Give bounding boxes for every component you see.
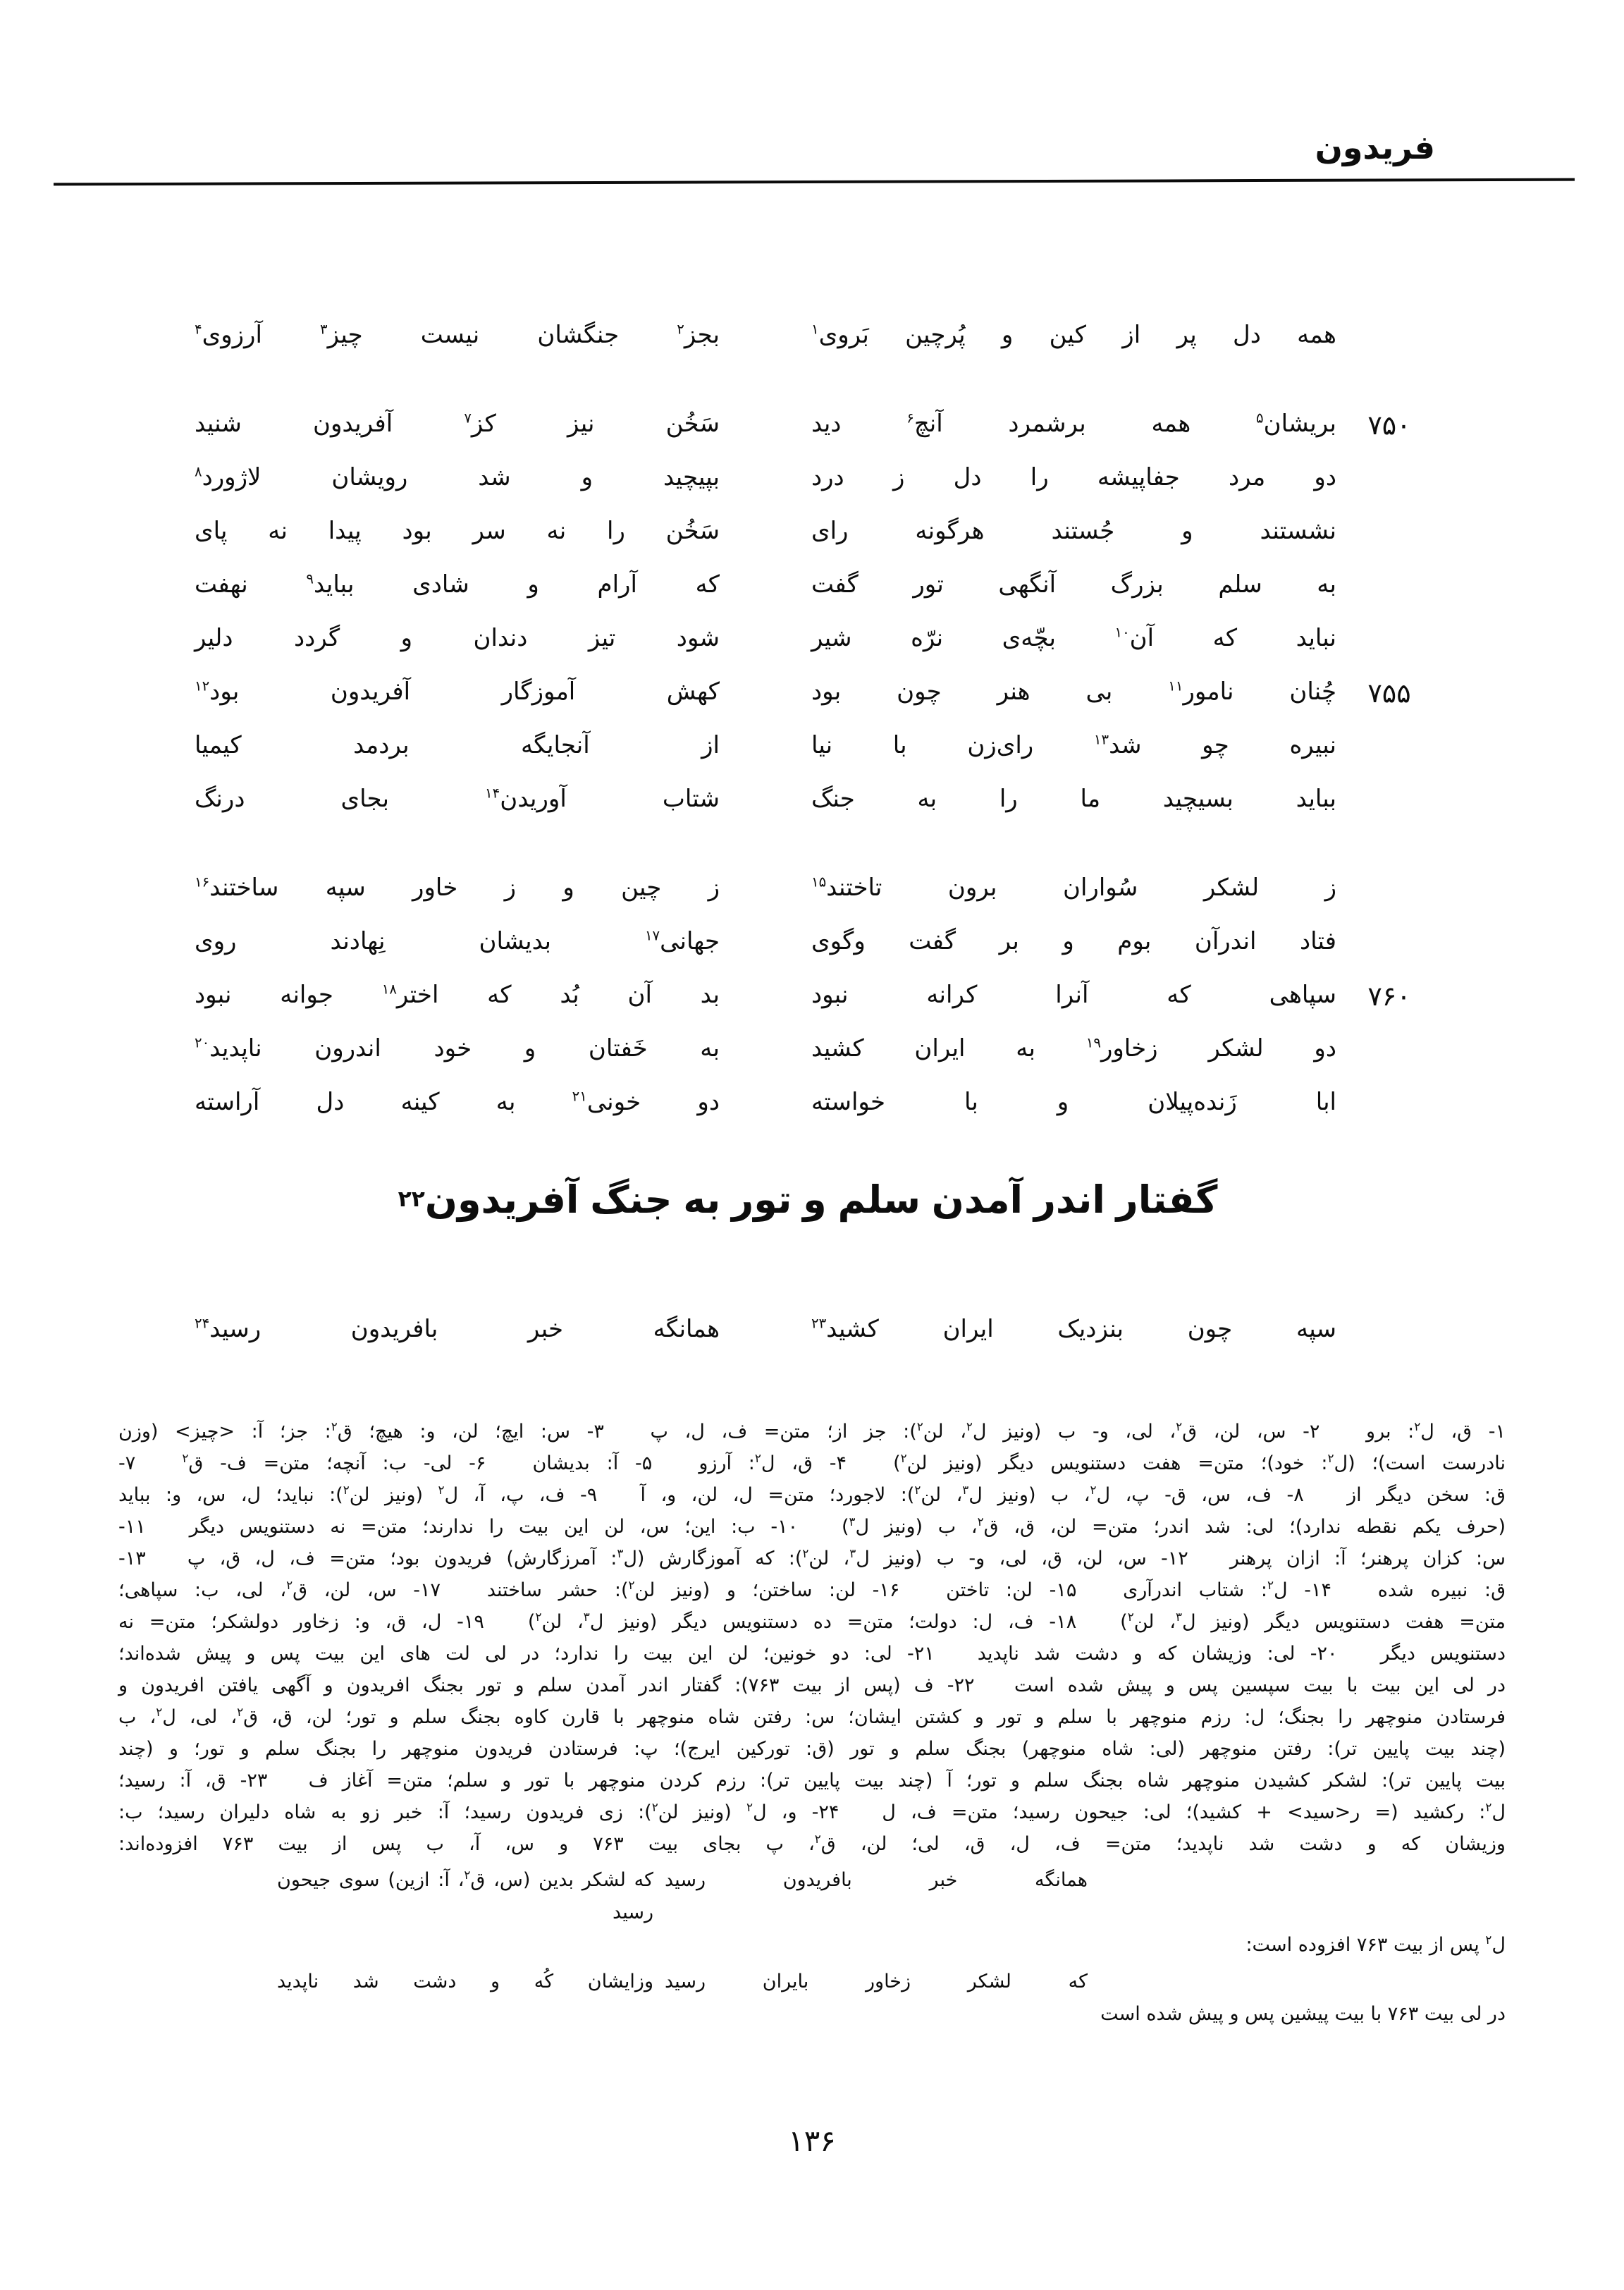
verse-number [1336,476,1442,479]
hemistich-left: ز چین و ز خاور سپه ساختند$^{۱۶}$ [195,873,720,902]
poem-section [173,308,1442,1356]
verse-number: ۷۵۰ [1367,410,1411,441]
hemistich-left: که آرام و شادی بباید$^۹$ نهفت [195,570,720,599]
verse-row [173,968,1442,1022]
verse-row [173,558,1442,611]
footnote-connector: ل$^۲$ پس از بیت ۷۶۳ افزوده است: [1245,1933,1506,1956]
hemistich-right: سپاهی که آنرا کرانه نبود [811,980,1336,1009]
variant-couplet [277,1864,1088,1929]
page-number: ۱۳۶ [788,2124,836,2158]
verse-row [173,1075,1442,1129]
verse-row [173,611,1442,665]
hemistich-left: سَخُن را نه سر بود پیدا نه پای [195,516,720,545]
verse-row [173,504,1442,558]
hemistich-right: که لشکر زخاور بایران رسید [665,1971,1088,1992]
footnote-closing: در لی بیت ۷۶۳ با بیت پیشین پس و پیش شده است [1100,2003,1506,2025]
hemistich-left: همانگه خبر بافریدون رسید$^{۲۴}$ [195,1314,720,1343]
variant-couplet [277,1966,1088,1998]
footnote-line: س: کزان پرهنر؛ آ: ازان پرهنر ۱۲- س، لن، ق، لی، و- ب (ونیز ل$^۳$، لن$^۲$): که آموزگارش (ل$^۳$: آمرزگارش) فریدون بود؛ متن= ف، ل، ق، پ ۱۳- [118,1546,1506,1569]
verse-number [1336,583,1442,586]
section-heading: گفتار اندر آمدن سلم و تور به جنگ آفریدون ۲۲ [398,1177,1218,1222]
verse-number [1336,529,1442,532]
hemistich-right: ز لشکر سُواران برون تاختند$^{۱۵}$ [811,873,1336,902]
verse-number: ۷۵۵ [1367,678,1411,709]
hemistich-right: دو مرد جفاپیشه را دل ز درد [811,463,1336,491]
hemistich-right: ابا زَنده‌پیلان و با خواسته [811,1087,1336,1116]
hemistich-right: همانگه خبر بافریدون رسید [665,1869,1088,1891]
footnote-line: متن= هفت دستنویس دیگر (ونیز ل$^۳$، لن$^۲$) ۱۸- ف، ل: دولت؛ متن= ده دستنویس دیگر (ونیز ل$^۳$، لن$^۲$) ۱۹- ل، ق، و: زخاور دولشکر؛ متن= نه [118,1610,1506,1633]
verse-row [173,914,1442,968]
hemistich-left: شتاب آوریدن$^{۱۴}$ بجای درنگ [195,784,720,813]
verse-number [1336,1101,1442,1103]
verse-number: ۷۶۰ [1367,981,1411,1012]
critical-apparatus [118,1416,1506,2031]
verse-number [1336,1328,1442,1330]
hemistich-right: دو لشکر زخاور$^{۱۹}$ به ایران کشید [811,1034,1336,1063]
hemistich-right: همه دل پر از کین و پُرچین بَروی$^۱$ [811,320,1336,349]
hemistich-left: کهش آموزگار آفریدون بود$^{۱۲}$ [195,677,720,706]
footnote-line: (چند بیت پایین تر): رفتن منوچهر (لی: شاه منوچهر) بجنگ سلم و تور (ق: تورکین ایرج)؛ پ: فرستادن فریدون منوچهر را بجنگ سلم و تور؛ و (چند [118,1738,1506,1760]
footnote-line: ۱- ق، ل$^۲$: برو ۲- س، لن، ق$^۲$، لی، و- ب (ونیز ل$^۲$، لن$^۲$): جز از؛ متن= ف، ل، پ ۳- س: ایچ؛ لن، و: هیچ؛ ق$^۲$: جز؛ آ: <چیز> (وزن [118,1419,1506,1443]
hemistich-left: شود تیز دندان و گردد دلیر [195,623,720,652]
footnote-line: در لی این بیت با بیت سپسین پس و پیش شده است ۲۲- ف (پس از بیت ۷۶۳): گفتار اندر آمدن سلم و تور بجنگ افریدون و آگهی یافتن افریدون و [118,1674,1506,1696]
footnote-line: نادرست است)؛ (ل$^۲$: خود)؛ متن= هفت دستنویس دیگر (ونیز لن$^۲$) ۴- ق، ل$^۲$: آرزو ۵- آ: بدیشان ۶- لی- ب: آنچه؛ متن= ف- ق$^۲$ ۷- [118,1451,1506,1474]
hemistich-right: نباید که آن$^{۱۰}$ بچّه‌ی نرّه شیر [811,623,1336,652]
hemistich-left: جهانی$^{۱۷}$ بدیشان نِهادند روی [195,926,720,955]
hemistich-left: سَخُن نیز کز$^۷$ آفریدون شنید [195,409,720,438]
hemistich-left: بجز$^۲$ جنگشان نیست چیز$^۳$ آرزوی$^۴$ [195,320,720,349]
hemistich-left: دو خونی$^{۲۱}$ به کینه دل آراسته [195,1087,720,1116]
verse-number [1336,744,1442,747]
footnote-line: (حرف یکم نقطه ندارد)؛ لی: شد اندر؛ متن= لن، ق، ق$^۲$، ب (ونیز ل$^۳$) ۱۰- ب: این؛ س، لن این بیت را ندارند؛ متن= نه دستنویس دیگر ۱۱- [118,1514,1506,1538]
verse-row [173,665,1442,718]
verse-number [1336,1047,1442,1050]
hemistich-left: وزایشان کُه و دشت شد ناپدید [277,1971,653,1992]
verse-row [173,451,1442,504]
verse-row [173,397,1442,451]
hemistich-left: به خَفتان و خود اندرون ناپدید$^{۲۰}$ [195,1034,720,1063]
hemistich-left: از آنجایگه بردمد کیمیا [195,730,720,759]
hemistich-right: به سلم بزرگ آنگهی تور گفت [811,570,1336,599]
hemistich-right: نشستند و جُستند هرگونه رای [811,516,1336,545]
verse-row [173,1302,1442,1356]
hemistich-right: چُنان نامور$^{۱۱}$ بی هنر چون بود [811,677,1337,706]
footnote-line: دستنویس دیگر ۲۰- لی: وزیشان که و دشت شد ناپدید ۲۱- لی: دو خونین؛ لن این بیت را ندارد؛ در لی لت های این بیت پس و پیش شده‌اند؛ [118,1643,1506,1665]
header-rule [54,178,1575,186]
hemistich-left: بپیچید و شد رویشان لاژورد$^۸$ [195,463,720,491]
hemistich-right: بریشان$^۵$ همه برشمرد آنچ$^۶$ دید [811,409,1336,438]
verse-row [173,1022,1442,1075]
hemistich-right: بباید بسیچید ما را به جنگ [811,784,1336,813]
footnote-line: وزیشان که و دشت شد ناپدید؛ متن= ف، ل، ق، لی؛ لن، ق$^۲$، پ بجای بیت ۷۶۳ و س، آ، ب پس از بیت ۷۶۳ افزوده‌اند: [118,1832,1506,1855]
verse-number [1336,797,1442,800]
footnote-line: بیت پایین تر): لشکر کشیدن منوچهر شاه بجنگ سلم و تور؛ آ (چند بیت پایین تر): رزم کردن منوچهر با تور و سلم؛ متن= آغاز ف ۲۳- ق، آ: رسید؛ [118,1770,1506,1792]
hemistich-left: که لشکر بدین (س، ق$^۲$، آ: ازین) سوی جیحون رسید [277,1868,653,1923]
hemistich-right: سپه چون بنزدیک ایران کشید$^{۲۳}$ [811,1314,1336,1343]
footnote-line: ق: سخن دیگر از ۸- ف، س، ق- پ، ل$^۲$، ب (ونیز ل$^۳$، لن$^۲$): لاجورد؛ متن= ل، لن، و، آ ۹- ف، پ، آ، ل$^۲$ (ونیز لن$^۲$): نباید؛ ل، س، و: بباید [118,1483,1506,1506]
hemistich-left: بد آن بُد که اختر$^{۱۸}$ جوانه نبود [195,980,720,1009]
verse-row [173,861,1442,914]
verse-row [173,308,1442,362]
verse-number [1336,940,1442,943]
verse-number [1336,333,1442,336]
footnote-line: ق: نبیره شده ۱۴- ل$^۲$: شتاب اندرآری ۱۵- لن: تاختن ۱۶- لن: ساختن؛ و (ونیز لن$^۲$): حشر ساختند ۱۷- س، لن، ق$^۲$، لی، ب: سپاهی؛ [118,1578,1506,1601]
verse-row [173,772,1442,826]
hemistich-right: فتاد اندرآن بوم و بر گفت وگوی [811,926,1336,955]
running-head-title: فریدون [1315,128,1435,166]
footnote-line: ل$^۲$: رکشید (= ر<سید> + کشید)؛ لی: جیحون رسید؛ متن= ف، ل ۲۴- و، ل$^۲$ (ونیز لن$^۲$): زی فریدون رسید؛ آ: خبر زو به شاه دلیران رسید؛ ب: [118,1800,1506,1823]
hemistich-right: نبیره چو شد$^{۱۳}$ رای‌زن با نیا [811,730,1336,759]
verse-row [173,718,1442,772]
footnote-line: فرستادن منوچهر را بجنگ؛ ل: رزم منوچهر با سلم و تور و کشتن ایشان؛ س: رفتن شاه منوچهر با قارن کاوه بجنگ سلم و تور؛ لن، ق، ق$^۲$، لی، ل$^۲$، ب [118,1705,1506,1728]
verse-number [1336,637,1442,639]
verse-number [1336,886,1442,889]
